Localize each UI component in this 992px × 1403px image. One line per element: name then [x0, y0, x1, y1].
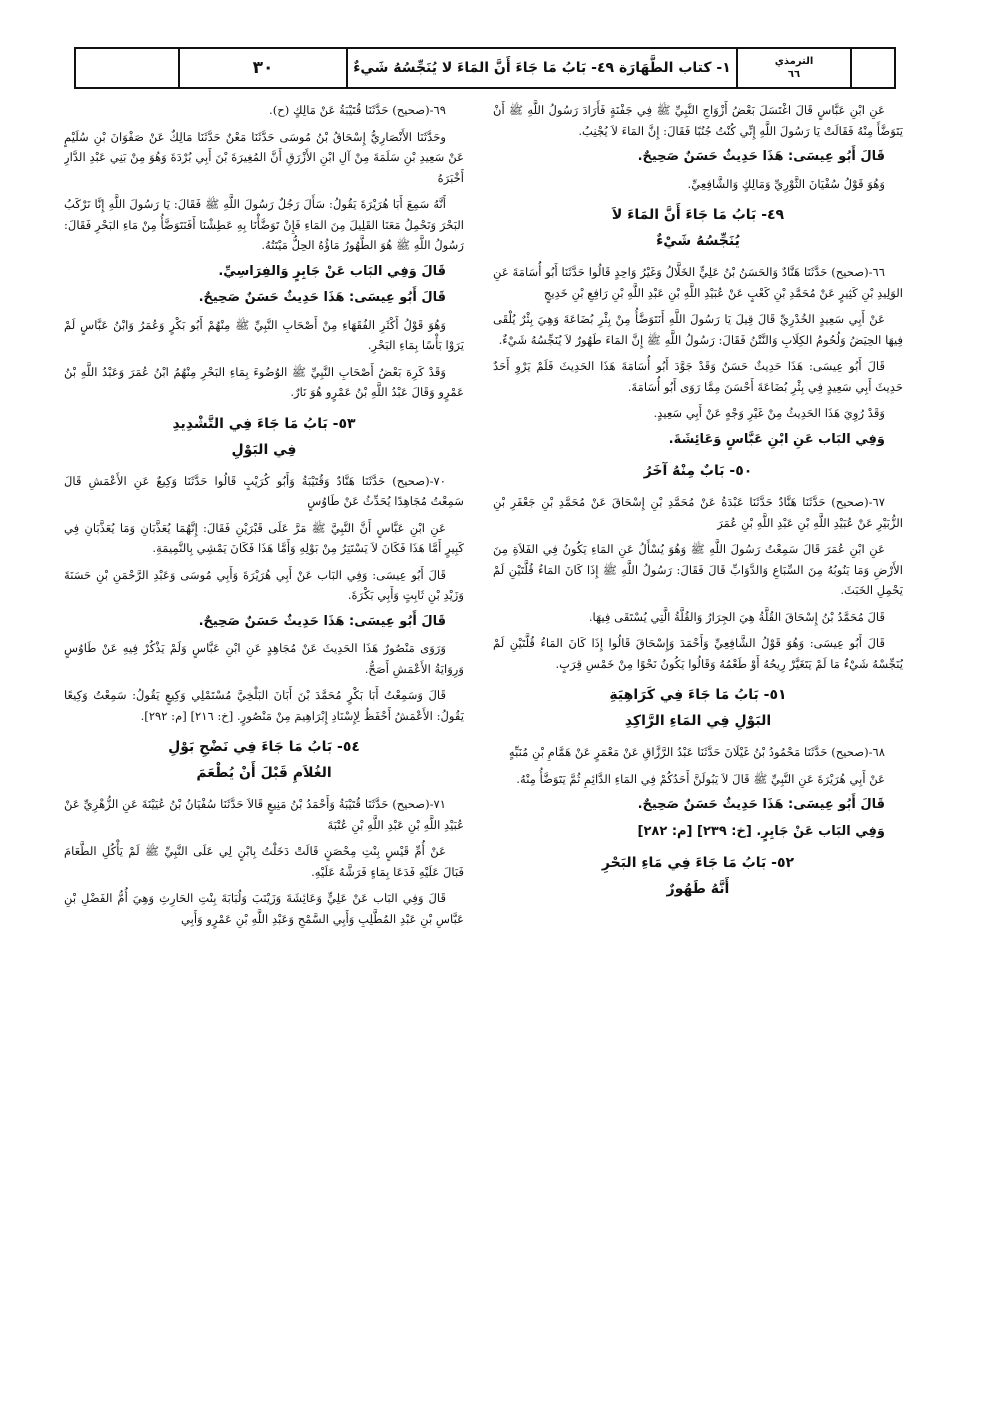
header-book-line1: الترمذي — [774, 56, 814, 67]
chapter-heading-line: ٤٩- بَابُ مَا جَاءَ أَنَّ المَاءَ لاَ — [611, 207, 785, 223]
hadith-67-isnad: ٦٧-(صحيح) حَدَّثَنَا هَنَّادٌ حَدَّثَنَا عَبْدَةُ عَنْ مُحَمَّدِ بْنِ إِسْحَاقَ عَنْ مُحَمَّدِ بْنِ جَعْفَرِ بْنِ الزُّبَيْرِ عَنْ عُبَيْدِ اللَّهِ بْنِ عَبْدِ اللَّهِ بْنِ عُمَرَ — [493, 495, 903, 530]
header-chapter-path: ١- كتاب الطَّهَارَة ٤٩- بَابُ مَا جَاءَ أَنَّ المَاءَ لا يُنَجِّسُهُ شَيءٌ — [346, 49, 736, 87]
hadith-70-matn: عَنِ ابْنِ عَبَّاسٍ أَنَّ النَّبِيَّ ﷺ مَرَّ عَلَى قَبْرَيْنِ فَقَالَ: إِنَّهُمَا يُعَذَّبَانِ وَمَا يُعَذَّبَانِ فِي كَبِيرٍ أَمَّا هَذَا فَكَانَ لاَ يَسْتَتِرُ مِنْ بَوْلِهِ وَأَمَّا هَذَا فَكَانَ يَمْشِي بِالنَّمِيمَةِ. — [64, 520, 464, 555]
chapter-heading-51 — [493, 682, 903, 734]
commentary-line: قَالَ أَبُو عِيسَى: هَذَا حَدِيثٌ حَسَنٌ صَحِيحٌ. — [637, 149, 885, 164]
commentary-line: قَالَ أَبُو عِيسَى: هَذَا حَدِيثٌ حَسَنٌ صَحِيحٌ. — [198, 290, 446, 305]
chapter-heading-54 — [64, 734, 464, 786]
hadith-68-isnad: ٦٨-(صحيح) حَدَّثَنَا مَحْمُودُ بْنُ غَيْلَانَ حَدَّثَنَا عَبْدُ الرَّزَّاقِ عَنْ مَعْمَرٍ عَنْ هَمَّامِ بْنِ مُنَبِّهٍ — [508, 745, 885, 759]
header-corner-left — [76, 49, 178, 87]
left-column — [64, 100, 464, 1380]
text-paragraph: وَرَوَى مَنْصُورٌ هَذَا الحَدِيثَ عَنْ مُجَاهِدٍ عَنِ ابْنِ عَبَّاسٍ وَلَمْ يَذْكُرْ فِيهِ عَنْ طَاوُسٍ وَرِوَايَةُ الأَعْمَشِ أَصَحُّ. — [64, 641, 464, 676]
text-paragraph: وَقَدْ كَرِهَ بَعْضُ أَصْحَابِ النَّبِيِّ ﷺ الوُضُوءَ بِمَاءِ البَحْرِ مِنْهُمُ ابْنُ عُمَرَ وَعَبْدُ اللَّهِ بْنُ عَمْرٍو وَقَالَ عَبْدُ اللَّهِ بْنُ عَمْرٍو هُوَ نَارٌ. — [64, 364, 464, 399]
commentary-line: وَفِي البَاب عَنِ ابْنِ عَبَّاسٍ وَعَائِشَةَ. — [668, 431, 885, 447]
header-book-name — [736, 49, 850, 87]
commentary-line: قَالَ أَبُو عِيسَى: وَهُوَ قَوْلُ الشَّافِعِيِّ وَأَحْمَدَ وَإِسْحَاقَ قَالُوا إِذَا كَانَ المَاءُ قُلَّتَيْنِ لَمْ يُنَجِّسْهُ شَيْءٌ مَا لَمْ يَتَغَيَّرْ رِيحُهُ أَوْ طَعْمُهُ وَقَالُوا يَكُونُ نَحْوًا مِنْ خَمْسِ قِرَبٍ. — [493, 636, 903, 671]
text-paragraph: قَالَ مُحَمَّدُ بْنُ إِسْحَاقَ القُلَّةُ هِيَ الجِرَارُ وَالقُلَّةُ الَّتِي يُسْتَقَى فِيهَا. — [588, 609, 885, 624]
chapter-heading-line: ٥٤- بَابُ مَا جَاءَ فِي نَضْحِ بَوْلِ — [168, 739, 360, 755]
commentary-line: قَالَ وَفِي البَاب عَنْ جَابِرٍ وَالفِرَاسِيِّ. — [218, 263, 446, 279]
chapter-heading-line: فِي البَوْلِ — [231, 441, 297, 458]
commentary-line: قَالَ أَبُو عِيسَى: هَذَا حَدِيثٌ حَسَنٌ صَحِيحٌ. — [637, 797, 885, 812]
right-column — [493, 100, 903, 1380]
chapter-heading-line: الغُلاَمِ قَبْلَ أَنْ يُطْعَمَ — [196, 765, 332, 781]
hadith-66-matn: عَنْ أَبِي سَعِيدٍ الخُدْرِيِّ قَالَ قِيلَ يَا رَسُولَ اللَّهِ أَنَتَوَضَّأُ مِنْ بِئْرِ بُضَاعَةَ وَهِيَ بِئْرٌ يُلْقَى فِيهَا الحِيَضُ وَلُحُومُ الكِلَابِ وَالنَّتْنُ فَقَالَ: رَسُولُ اللَّهِ ﷺ إِنَّ المَاءَ طَهُورٌ لاَ يُنَجِّسُهُ شَيْءٌ. — [493, 312, 903, 347]
chapter-heading-line: أَنَّهُ طَهُورٌ — [666, 881, 730, 897]
chapter-heading-line: ٥٢- بَابُ مَا جَاءَ فِي مَاءِ البَحْرِ — [601, 855, 795, 871]
text-paragraph: وَهُوَ قَوْلُ أَكْثَرِ الفُقَهَاءِ مِنْ أَصْحَابِ النَّبِيِّ ﷺ مِنْهُمْ أَبُو بَكْرٍ وَعُمَرُ وَابْنُ عَبَّاسٍ لَمْ يَرَوْا بَأْسًا بِمَاءِ البَحْرِ. — [64, 317, 464, 352]
hadith-69-isnad: ٦٩-(صحيح) حَدَّثَنَا قُتَيْبَةُ عَنْ مَالِكٍ (ح). — [269, 103, 446, 117]
text-paragraph: عَنِ ابْنِ عَبَّاسٍ قَالَ اغْتَسَلَ بَعْضُ أَزْوَاجِ النَّبِيِّ ﷺ فِي جَفْنَةٍ فَأَرَادَ رَسُولُ اللَّهِ ﷺ أَنْ يَتَوَضَّأَ مِنْهُ فَقَالَتْ يَا رَسُولَ اللَّهِ إِنِّي كُنْتُ جُنُبًا فَقَالَ: إِنَّ المَاءَ لاَ يُجْنِبُ. — [493, 103, 903, 138]
running-header — [74, 47, 896, 89]
hadith-66-isnad: ٦٦-(صحيح) حَدَّثَنَا هَنَّادٌ وَالحَسَنُ بْنُ عَلِيٍّ الخَلَّالُ وَغَيْرُ وَاحِدٍ قَالُوا حَدَّثَنَا أَبُو أُسَامَةَ عَنِ الوَلِيدِ بْنِ كَثِيرٍ عَنْ مُحَمَّدِ بْنِ كَعْبٍ عَنْ عُبَيْدِ اللَّهِ بْنِ عَبْدِ اللَّهِ بْنِ رَافِعِ بْنِ خَدِيجٍ — [493, 265, 903, 300]
text-paragraph: وَقَدْ رُوِيَ هَذَا الحَدِيثُ مِنْ غَيْرِ وَجْهٍ عَنْ أَبِي سَعِيدٍ. — [653, 406, 885, 420]
commentary-line: قَالَ وَفِي البَاب عَنْ عَلِيٍّ وَعَائِشَةَ وَزَيْنَبَ وَلُبَابَةَ بِنْتِ الحَارِثِ وَهِيَ أُمُّ الفَضْلِ بْنِ عَبَّاسِ بْنِ عَبْدِ المُطَّلِبِ وَأَبِي السَّمْحِ وَعَبْدِ اللَّهِ بْنِ عَمْرٍو وَأَبِي — [64, 891, 464, 926]
chapter-heading-53 — [64, 411, 464, 463]
chapter-heading-line: ٥١- بَابُ مَا جَاءَ فِي كَرَاهِيَةِ — [609, 687, 787, 703]
commentary-line: وَفِي البَاب عَنْ جَابِرٍ. [خ: ٢٣٩] [م: ٢٨٢] — [637, 823, 885, 839]
chapter-heading-49 — [493, 202, 903, 254]
chapter-heading-line: يُنَجِّسُهُ شَيْءٌ — [656, 233, 740, 249]
chapter-heading-52 — [493, 850, 903, 902]
hadith-71-isnad: ٧١-(صحيح) حَدَّثَنَا قُتَيْبَةُ وَأَحْمَدُ بْنُ مَنِيعٍ قَالاَ حَدَّثَنَا سُفْيَانُ بْنُ عُيَيْنَةَ عَنِ الزُّهْرِيِّ عَنْ عُبَيْدِ اللَّهِ بْنِ عَبْدِ اللَّهِ بْنِ عُتْبَةَ — [64, 797, 464, 832]
commentary-line: قَالَ أَبُو عِيسَى: هَذَا حَدِيثٌ حَسَنٌ صَحِيحٌ. — [198, 613, 446, 629]
text-paragraph: قَالَ وَسَمِعْتُ أَبَا بَكْرٍ مُحَمَّدَ بْنَ أَبَانَ البَلْخِيَّ مُسْتَمْلِي وَكِيعٍ يَقُولُ: سَمِعْتُ وَكِيعًا يَقُولُ: الأَعْمَشُ أَحْفَظُ لِإِسْنَادِ إِبْرَاهِيمَ مِنْ مَنْصُورٍ. [خ: ٢١٦] [م: ٢٩٢]. — [64, 688, 464, 723]
chapter-heading-line: ٥٠- بَابٌ مِنْهُ آخَرُ — [643, 463, 753, 479]
commentary-line: قَالَ أَبُو عِيسَى: وَفِي البَاب عَنْ أَبِي هُرَيْرَةَ وَأَبِي مُوسَى وَعَبْدِ الرَّحْمَنِ بْنِ حَسَنَةَ وَزَيْدِ بْنِ ثَابِتٍ وَأَبِي بَكْرَةَ. — [64, 567, 464, 602]
hadith-68-matn: عَنْ أَبِي هُرَيْرَةَ عَنِ النَّبِيِّ ﷺ قَالَ لاَ يَبُولَنَّ أَحَدُكُمْ فِي المَاءِ الدَّائِمِ ثُمَّ يَتَوَضَّأُ مِنْهُ. — [516, 771, 885, 786]
text-paragraph: وَهُوَ قَوْلُ سُفْيَانَ الثَّوْرِيِّ وَمَالِكٍ وَالشَّافِعِيِّ. — [687, 176, 885, 191]
commentary-line: قَالَ أَبُو عِيسَى: هَذَا حَدِيثٌ حَسَنٌ وَقَدْ جَوَّدَ أَبُو أُسَامَةَ هَذَا الحَدِيثَ فَلَمْ يَرْوِ أَحَدٌ حَدِيثَ أَبِي سَعِيدٍ فِي بِئْرِ بُضَاعَةَ أَحْسَنَ مِمَّا رَوَى أَبُو أُسَامَةَ. — [493, 359, 903, 394]
chapter-heading-50 — [493, 458, 903, 484]
header-page-number: ٣٠ — [178, 49, 346, 87]
hadith-67-matn: عَنِ ابْنِ عُمَرَ قَالَ سَمِعْتُ رَسُولَ اللَّهِ ﷺ وَهُوَ يُسْأَلُ عَنِ المَاءِ يَكُونُ فِي الفَلاَةِ مِنَ الأَرْضِ وَمَا يَنُوبُهُ مِنَ السِّبَاعِ وَالدَّوَابِّ قَالَ فَقَالَ: رَسُولُ اللَّهِ ﷺ إِذَا كَانَ المَاءُ قُلَّتَيْنِ لَمْ يَحْمِلِ الخَبَثَ. — [493, 542, 903, 597]
header-book-line2: ٦٦ — [787, 69, 801, 80]
header-corner-right — [850, 49, 894, 87]
hadith-69-matn: أَنَّهُ سَمِعَ أَبَا هُرَيْرَةَ يَقُولُ: سَأَلَ رَجُلٌ رَسُولَ اللَّهِ ﷺ فَقَالَ: يَا رَسُولَ اللَّهِ إِنَّا نَرْكَبُ البَحْرَ وَنَحْمِلُ مَعَنَا القَلِيلَ مِنَ المَاءِ فَإِنْ تَوَضَّأْنَا بِهِ عَطِشْنَا أَفَنَتَوَضَّأُ مِنْ مَاءِ البَحْرِ فَقَالَ: رَسُولُ اللَّهِ ﷺ هُوَ الطَّهُورُ مَاؤُهُ الحِلُّ مَيْتَتُهُ. — [64, 197, 464, 252]
hadith-70-isnad: ٧٠-(صحيح) حَدَّثَنَا هَنَّادٌ وَقُتَيْبَةُ وَأَبُو كُرَيْبٍ قَالُوا حَدَّثَنَا وَكِيعٌ عَنِ الأَعْمَشِ قَالَ سَمِعْتُ مُجَاهِدًا يُحَدِّثُ عَنْ طَاوُسٍ — [64, 473, 464, 508]
text-paragraph: وحَدَّثَنَا الأَنْصَارِيُّ إِسْحَاقُ بْنُ مُوسَى حَدَّثَنَا مَعْنٌ حَدَّثَنَا مَالِكٌ عَنْ صَفْوَانَ بْنِ سُلَيْمٍ عَنْ سَعِيدِ بْنِ سَلَمَةَ مِنْ آلِ ابْنِ الأَزْرَقِ أَنَّ المُغِيرَةَ بْنَ أَبِي بُرْدَةَ وَهُوَ مِنْ بَنِي عَبْدِ الدَّارِ أَخْبَرَهُ — [64, 129, 464, 185]
hadith-71-matn: عَنْ أُمِّ قَيْسٍ بِنْتِ مِحْصَنٍ قَالَتْ دَخَلْتُ بِابْنٍ لِي عَلَى النَّبِيِّ ﷺ لَمْ يَأْكُلِ الطَّعَامَ فَبَالَ عَلَيْهِ فَدَعَا بِمَاءٍ فَرَشَّهُ عَلَيْهِ. — [64, 844, 464, 879]
chapter-heading-line: البَوْلِ فِي المَاءِ الرَّاكِدِ — [624, 713, 772, 729]
chapter-heading-line: ٥٣- بَابُ مَا جَاءَ فِي التَّشْدِيدِ — [172, 415, 356, 432]
